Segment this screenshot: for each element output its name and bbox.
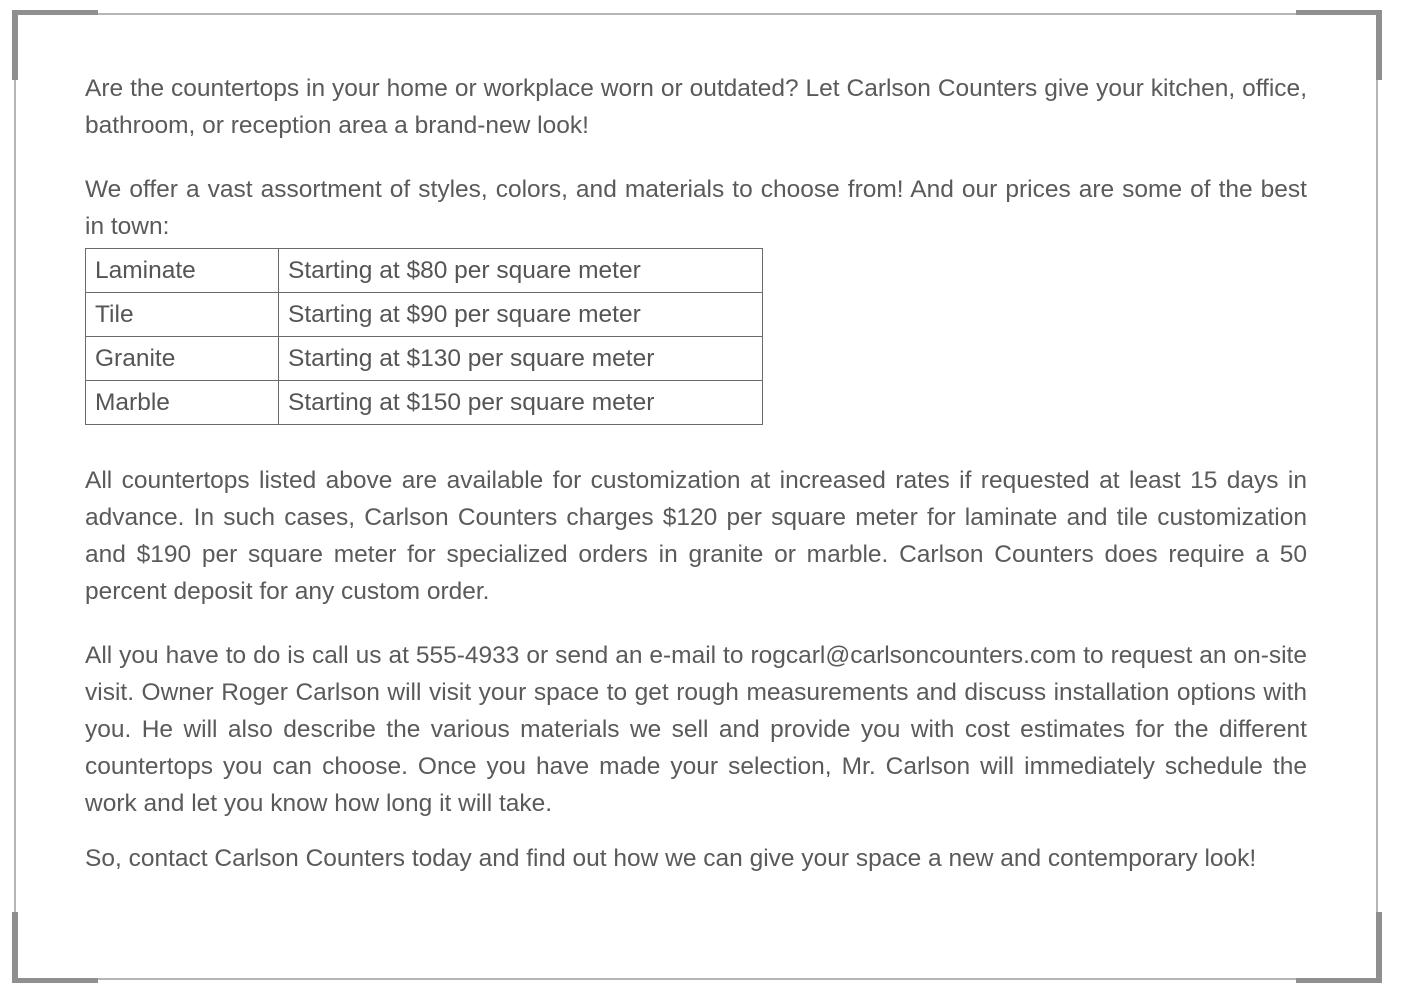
table-row [86,337,763,381]
corner-mark-top-right [1296,10,1382,15]
table-row [86,249,763,293]
price-cell: Starting at $80 per square meter [279,249,763,293]
corner-mark-top-right [1376,10,1382,80]
corner-mark-bottom-right [1376,912,1382,983]
table-row [86,293,763,337]
customization-paragraph: All countertops listed above are available for customization at increased rates if requested at least 15 days in advance. In such cases, Carlson Counters charges $120 per square meter for laminate and tile customization and $190 per square meter for specialized orders in granite or marble. Carlson Counters does require a 50 percent deposit for any custom order. [85,467,1307,605]
corner-mark-top-left [12,10,18,80]
price-cell: Starting at $90 per square meter [279,293,763,337]
price-table [85,248,763,425]
price-cell: Starting at $130 per square meter [279,337,763,381]
material-cell: Tile [86,293,279,337]
corner-mark-bottom-left [12,912,18,983]
advertisement-body [85,70,1307,877]
corner-mark-top-left [12,10,98,15]
table-row [86,381,763,425]
contact-paragraph: All you have to do is call us at 555-4933 or send an e-mail to rogcarl@carlsoncounters.com to request an on-site visit. Owner Roger Carlson will visit your space to get rough measurements and discuss installation options with you. He will also describe the various materials we sell and provide you with cost estimates for the different countertops you can choose. Once you have made your selection, Mr. Carlson will immediately schedule the work and let you know how long it will take. [85,642,1307,817]
price-cell: Starting at $150 per square meter [279,381,763,425]
closing-paragraph: So, contact Carlson Counters today and find out how we can give your space a new and contemporary look! [85,845,1257,872]
corner-mark-bottom-left [12,978,98,983]
intro-paragraph: Are the countertops in your home or workplace worn or outdated? Let Carlson Counters give your kitchen, office, bathroom, or reception area a brand-new look! [85,75,1307,139]
corner-mark-bottom-right [1296,978,1382,983]
offer-paragraph: We offer a vast assortment of styles, colors, and materials to choose from! And our prices are some of the best in town: [85,176,1307,240]
material-cell: Granite [86,337,279,381]
material-cell: Marble [86,381,279,425]
material-cell: Laminate [86,249,279,293]
